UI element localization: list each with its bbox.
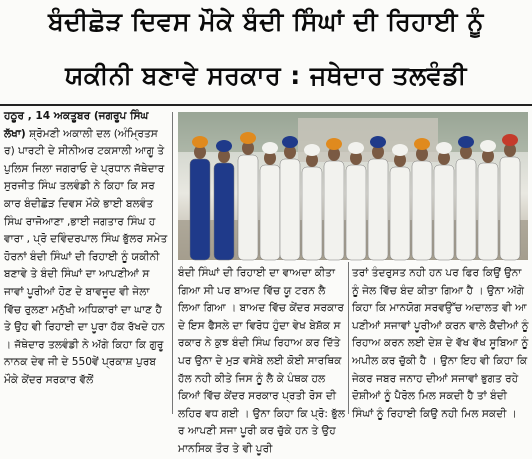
person-figure	[280, 136, 300, 260]
person-figure	[214, 140, 234, 260]
article-column-1	[4, 108, 168, 418]
person-figure	[260, 142, 280, 260]
article-text-3: ਤਰਾਂ ਤੰਦਰੁਸਤ ਨਹੀ ਹਨ ਪਰ ਫਿਰ ਕਿਉਂ ਉਨਾ ਨੂੰ ਜੇਲ ਵਿੱਚ ਬੰਦ ਕੀਤਾ ਗਿਆ ਹੈ । ਉਨਾ ਅੱਗੇ ਕਿਹਾ ਕਿ ਮਾਨਯੋਗ ਸਰਵਉੱਚ ਅਦਾਲਤ ਵੀ ਆਪਣੀਆਂ ਸਜਾਵਾਂ ਪੂਰੀਆਂ ਕਰਨ ਵਾਲੇ ਕੈਦੀਆਂ ਨੂੰ ਰਿਹਾਅ ਕਰਨ ਲਈ ਦੇਸ਼ ਦੇ ਵੱਖ ਵੱਖ ਸੂਬਿਆ ਨੂੰ ਅਪੀਲ ਕਰ ਚੁੱਕੀ ਹੈ । ਉਨਾ ਇਹ ਵੀ ਕਿਹਾ ਕਿ ਜੇਕਰ ਜਬਰ ਜਨਾਹ ਦੀਆਂ ਸਜਾਵਾਂ ਭੁਗਤ ਰਹੇ ਦੋਸ਼ੀਆਂ ਨੂੰ ਪੈਰੋਲ ਮਿਲ ਸਕਦੀ ਹੈ ਤਾਂ ਬੰਦੀ ਸਿੰਘਾਂ ਨੂੰ ਰਿਹਾਈ ਕਿਉ ਨਹੀ ਮਿਲ ਸਕਦੀ ।	[352, 267, 529, 420]
news-photo	[178, 112, 528, 260]
group-photo-illustration	[178, 112, 528, 260]
person-figure	[500, 134, 520, 260]
dateline: ਹਠੂਰ , 14 ਅਕਤੂਬਰ (ਜਗਰੂਪ ਸਿੰਘ ਲੱਖਾ)	[4, 110, 149, 140]
headline-line-2: ਯਕੀਨੀ ਬਣਾਵੇ ਸਰਕਾਰ : ਜਥੇਦਾਰ ਤਲਵੰਡੀ	[65, 61, 467, 90]
column-divider	[348, 262, 349, 414]
headline-line-1: ਬੰਦੀਛੋੜ ਦਿਵਸ ਮੌਕੇ ਬੰਦੀ ਸਿੰਘਾਂ ਦੀ ਰਿਹਾਈ ਨੂੰ	[48, 7, 484, 36]
article-text-1: ਸ਼੍ਰੋਮਣੀ ਅਕਾਲੀ ਦਲ (ਅੰਮ੍ਰਿਤਸਰ) ਪਾਰਟੀ ਦੇ ਸੀਨੀਅਰ ਟਕਸਾਲੀ ਆਗੂ ਤੇ ਪੁਲਿਸ ਜਿਲਾ ਜਗਰਾਓ ਦੇ ਪ੍ਰਧਾਨ ਜੱਥੇਦਾਰ ਸੁਰਜੀਤ ਸਿੰਘ ਤਲਵੰਡੀ ਨੇ ਕਿਹਾ ਕਿ ਸਰਕਾਰ ਬੰਦੀਛੋੜ ਦਿਵਸ ਮੌਕੇ ਭਾਈ ਬਲਵੰਤ ਸਿੰਘ ਰਾਜੋਆਣਾ ,ਭਾਈ ਜਗਤਾਰ ਸਿੰਘ ਹਵਾਰਾ , ਪ੍ਰੋ ਦਵਿੰਦਰਪਾਲ ਸਿੰਘ ਭੁੱਲਰ ਸਮੇਤ ਹੋਰਨਾਂ ਬੰਦੀ ਸਿੰਘਾਂ ਦੀ ਰਿਹਾਈ ਨੂੰ ਯਕੀਨੀ ਬਣਾਵੇ ਤੇ ਬੰਦੀ ਸਿੰਘਾਂ ਦਾ ਆਪਣੀਆਂ ਸਜਾਵਾਂ ਪੂਰੀਆਂ ਹੋਣ ਦੇ ਬਾਵਜੂਦ ਵੀ ਜੇਲਾ ਵਿੱਚ ਰੁਲਣਾ ਮਨੁੱਖੀ ਅਧਿਕਾਰਾਂ ਦਾ ਘਾਣ ਹੈ ਤੇ ਉਹ ਵੀ ਰਿਹਾਈ ਦਾ ਪੂਰਾ ਹੱਕ ਰੱਖਦੇ ਹਨ । ਜੱਥੇਦਾਰ ਤਲਵੰਡੀ ਨੇ ਅੱਗੇ ਕਿਹਾ ਕਿ ਗੁਰੂ ਨਾਨਕ ਦੇਵ ਜੀ ਦੇ 550ਵੇਂ ਪ੍ਰਕਾਸ਼ ਪੁਰਬ ਮੌਕੇ ਕੇਂਦਰ ਸਰਕਾਰ ਵੱਲੋਂ	[4, 127, 168, 386]
article-column-2	[178, 265, 346, 455]
person-figure	[456, 136, 476, 260]
person-figure	[478, 140, 498, 260]
person-figure	[190, 136, 210, 260]
column-divider	[172, 112, 173, 414]
headline-rule	[0, 104, 532, 106]
article-column-3	[352, 265, 530, 420]
article-text-2: ਬੰਦੀ ਸਿੰਘਾਂ ਦੀ ਰਿਹਾਈ ਦਾ ਵਾਅਦਾ ਕੀਤਾ ਗਿਆ ਸੀ ਪਰ ਬਾਅਦ ਵਿੱਚ ਯੂ ਟਰਨ ਲੈ ਲਿਆ ਗਿਆ । ਬਾਅਦ ਵਿੱਚ ਕੇਂਦਰ ਸਰਕਾਰ ਦੇ ਇਸ ਫੈਸਲੇ ਦਾ ਵਿਰੋਧ ਹੁੰਦਾ ਵੇਖ ਬੇਸ਼ੱਕ ਸਰਕਾਰ ਨੇ ਕੁਝ ਬੰਦੀ ਸਿੰਘ ਰਿਹਾਅ ਕਰ ਦਿੱਤੇ ਪਰ ਉਨਾ ਦੇ ਮੁੜ ਵਸੇਬੇ ਲਈ ਕੋਈ ਸਾਰਥਿਕ ਹੱਲ ਨਹੀ ਕੀਤੇ ਜਿਸ ਨੂੰ ਲੈ ਕੇ ਪੰਥਕ ਹਲਕਿਆਂ ਵਿੱਚ ਕੇਂਦਰ ਸਰਕਾਰ ਪ੍ਰਤੀ ਰੋਸ ਦੀ ਲਹਿਰ ਵਧ ਗਈ । ਉਨਾ ਕਿਹਾ ਕਿ ਪ੍ਰੋ: ਭੁੱਲਰ ਆਪਣੀ ਸਜਾ ਪੂਰੀ ਕਰ ਚੁੱਕੇ ਹਨ ਤੇ ਉਹ ਮਾਨਸਿਕ ਤੌਰ ਤੇ ਵੀ ਪੂਰੀ	[178, 267, 345, 455]
